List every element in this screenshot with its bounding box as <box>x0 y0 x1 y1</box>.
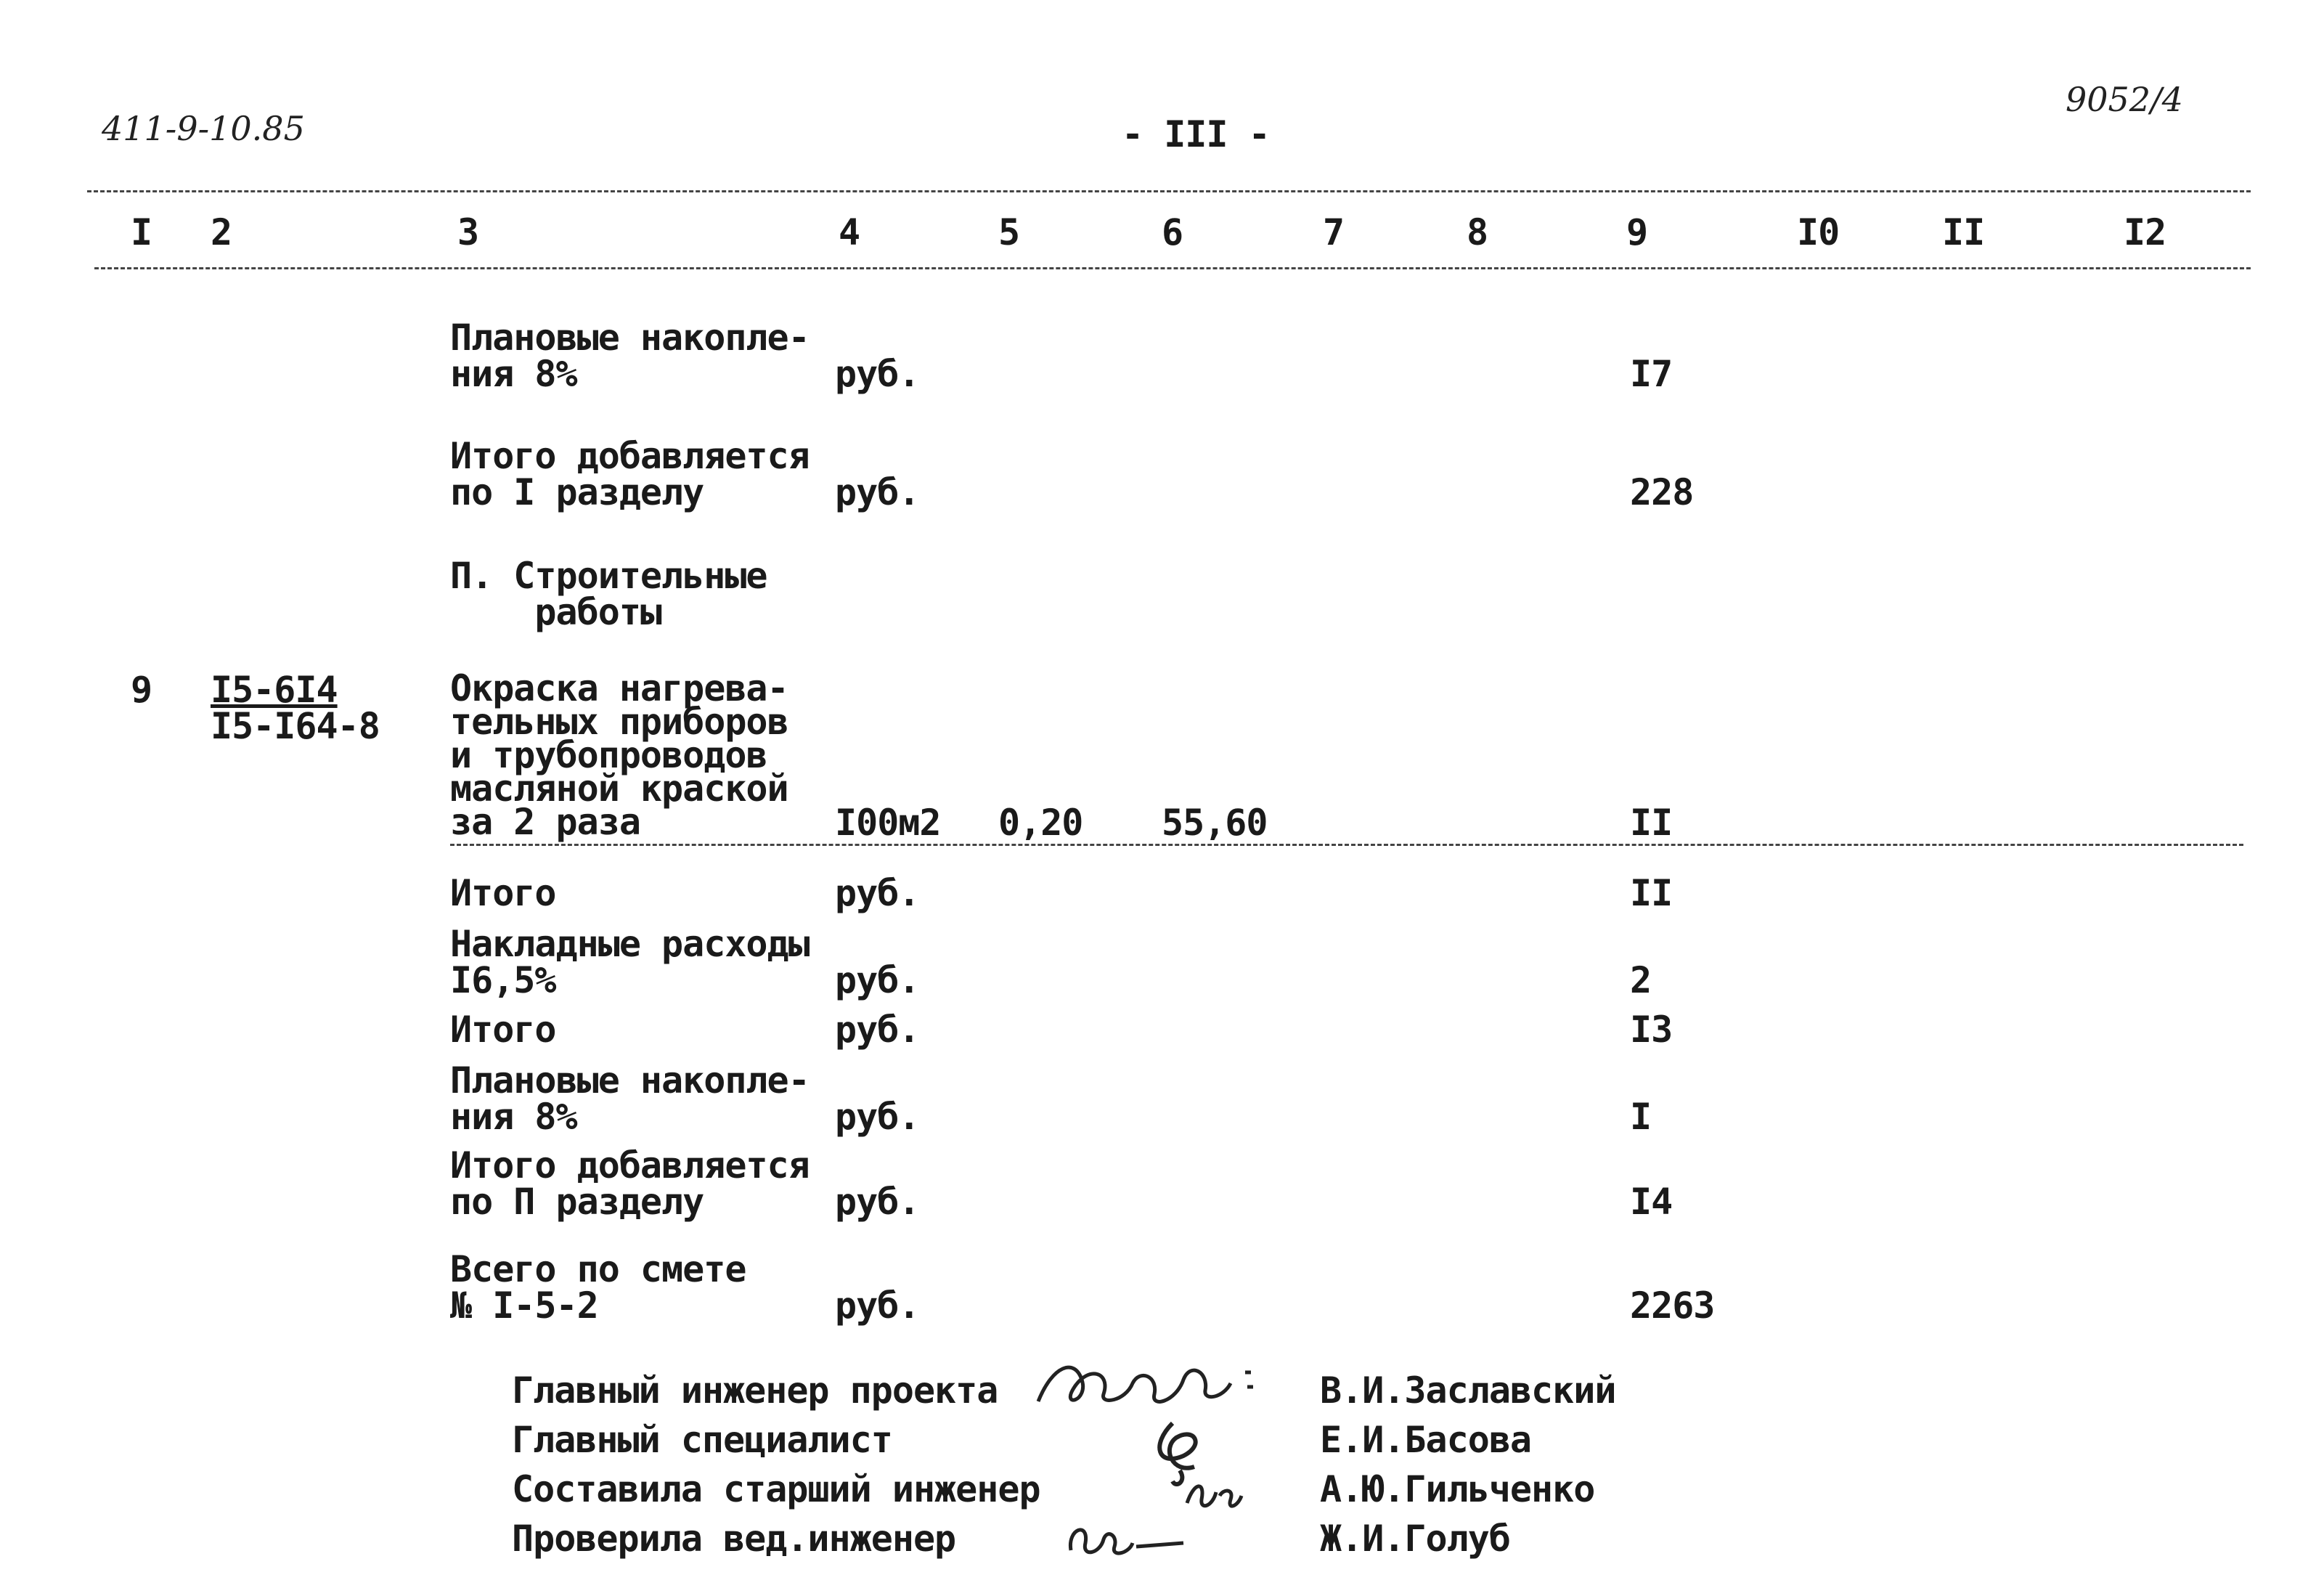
page-number: - III - <box>1122 113 1270 155</box>
row-description: Итого <box>450 1009 556 1051</box>
column-header: I <box>131 211 152 253</box>
signature-person: Ж.И.Голуб <box>1320 1518 1510 1560</box>
column-header: II <box>1942 211 1985 253</box>
row-unit: руб. <box>835 1284 920 1327</box>
handwritten-signature <box>1180 1467 1245 1520</box>
column-header: I2 <box>2124 211 2166 253</box>
section-title: П. Строительные работы <box>450 555 767 633</box>
header-rule <box>94 267 2251 269</box>
row-total: II <box>1630 802 1673 844</box>
row-quantity: 0,20 <box>998 802 1083 844</box>
row-description: Итого <box>450 872 556 914</box>
row-total: 2263 <box>1630 1284 1715 1327</box>
handwritten-signature <box>1060 1514 1191 1568</box>
signature-person: В.И.Заславский <box>1320 1369 1616 1412</box>
row-description: Итого добавляется по I разделу <box>450 435 810 513</box>
signature-role: Главный специалист <box>512 1419 892 1461</box>
row-total: I4 <box>1630 1181 1673 1223</box>
row-total: II <box>1630 872 1673 914</box>
signature-person: Е.И.Басова <box>1320 1419 1532 1461</box>
row-total: I <box>1630 1096 1652 1138</box>
column-header: 3 <box>457 211 479 253</box>
signature-role: Главный инженер проекта <box>512 1369 998 1412</box>
row-number: 9 <box>131 669 152 711</box>
row-unit: руб. <box>835 1181 920 1223</box>
row-code-primary: I5-6I4 <box>211 669 338 711</box>
row-total: I7 <box>1630 353 1673 395</box>
row-total: I3 <box>1630 1009 1673 1051</box>
handwritten-signature <box>1031 1351 1263 1419</box>
row-description: Плановые накопле- ния 8% <box>450 317 810 395</box>
signature-role: Проверила вед.инженер <box>512 1518 956 1560</box>
column-header: 4 <box>839 211 860 253</box>
signature-person: А.Ю.Гильченко <box>1320 1468 1595 1510</box>
column-header: 8 <box>1467 211 1488 253</box>
row-price: 55,60 <box>1162 802 1268 844</box>
column-header: 6 <box>1162 211 1183 253</box>
sheet-reference: 9052/4 <box>2066 80 2183 119</box>
row-unit: I00м2 <box>835 802 941 844</box>
row-total: 2 <box>1630 959 1652 1001</box>
row-unit: руб. <box>835 471 920 513</box>
top-rule <box>87 190 2251 192</box>
row-description: Всего по смете № I-5-2 <box>450 1248 746 1327</box>
row-unit: руб. <box>835 353 920 395</box>
row-unit: руб. <box>835 872 920 914</box>
row-description: Окраска нагрева- тельных приборов и трубопроводов масляной краской за 2 раза <box>450 667 788 843</box>
row-description: Плановые накопле- ния 8% <box>450 1059 810 1138</box>
row-unit: руб. <box>835 959 920 1001</box>
row-unit: руб. <box>835 1096 920 1138</box>
column-header: 2 <box>211 211 232 253</box>
row-unit: руб. <box>835 1009 920 1051</box>
row-description: Итого добавляется по П разделу <box>450 1144 810 1223</box>
column-header: I0 <box>1797 211 1840 253</box>
item-rule <box>450 844 2243 846</box>
document-code: 411-9-10.85 <box>102 109 305 148</box>
column-header: 7 <box>1323 211 1345 253</box>
column-header: 5 <box>998 211 1020 253</box>
column-header: 9 <box>1626 211 1648 253</box>
signature-role: Составила старший инженер <box>512 1468 1040 1510</box>
row-code-secondary: I5-I64-8 <box>211 705 380 747</box>
row-total: 228 <box>1630 471 1694 513</box>
row-description: Накладные расходы I6,5% <box>450 923 810 1001</box>
